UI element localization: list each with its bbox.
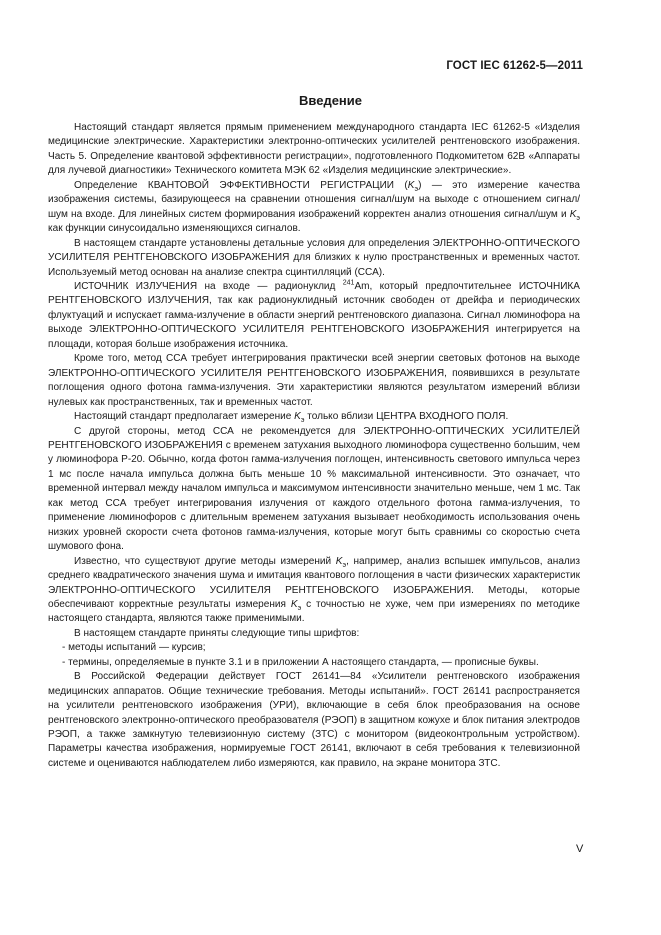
document-code: ГОСТ IEC 61262-5—2011 <box>446 60 583 72</box>
paragraph-9: В настоящем стандарте приняты следующие типы шрифтов: <box>74 627 360 639</box>
paragraph-7: С другой стороны, метод ССА не рекомендуется для ЭЛЕКТРОННО-ОПТИЧЕСКИХ УСИЛИТЕЛЕЙ РЕНТГЕНОВСКОГО ИЗОБРАЖЕНИЯ с временем затухания выходного люминофора существенно большим, чем у люминофора Р-20. Обычно, когда фотон гамма-излучения поглощен, интенсивность светового импульса через 1 мс после начала импульса должна быть меньше 10 % максимальной интенсивности. Это означает, что временной интервал между началом импульса и максимумом интенсивности значительно меньше, чем 1 мс. Так как метод ССА требует интегрирования излучения от каждого отдельного фотона гамма-излучения, то применение люминофоров с длительным временем затухания вызывает необходимость использования очень низких уровней скорости счета фотонов гамма-излучения, которые могут быть сравнимы со скоростью счета шумового фона. <box>48 425 580 553</box>
paragraph-3: В настоящем стандарте установлены детальные условия для определения ЭЛЕКТРОННО-ОПТИЧЕСКОГО УСИЛИТЕЛЯ РЕНТГЕНОВСКОГО ИЗОБРАЖЕНИЯ для близких к нулю пространственных и временных частот. Используемый метод основан на анализе спектра сцинтилляций (ССА). <box>48 237 580 278</box>
dqe-symbol: K <box>407 179 415 191</box>
section-title: Введение <box>299 93 362 108</box>
list-item: - методы испытаний — курсив; <box>62 642 206 654</box>
paragraph-8: Известно, что существуют другие методы измерений $K_э$, например, анализ вспышек импульсов, анализ среднего квадратического значения шума и имитация квантового поглощения в части физических характеристик ЭЛЕКТРОННО-ОПТИЧЕСКОГО УСИЛИТЕЛЯ РЕНТГЕНОВСКОГО ИЗОБРАЖЕНИЯ. Методы, которые обеспечивают корректные результаты измерения $K_э$ с точностью не хуже, чем при измерениях по методике настоящего стандарта, являются также применимыми. <box>48 555 580 625</box>
page-number: V <box>576 843 584 855</box>
paragraph-1: Настоящий стандарт является прямым применением международного стандарта IEC 61262-5 «Изделия медицинские электрические. Характеристики электронно-оптических усилителей рентгеновского изображения. Часть 5. Определение квантовой эффективности регистрации», подготовленного Подкомитетом 62В «Аппараты для лучевой диагностики» Технического комитета МЭК 62 «Изделия медицинские электрические». <box>48 122 580 177</box>
paragraph-6: Настоящий стандарт предполагает измерение $K_э$ только вблизи ЦЕНТРА ВХОДНОГО ПОЛЯ. <box>74 411 509 425</box>
paragraph-4: ИСТОЧНИК ИЗЛУЧЕНИЯ на входе — радионуклид $^{241}$Am, который предпочтительнее ИСТОЧНИКА РЕНТГЕНОВСКОГО ИЗЛУЧЕНИЯ, так как радионуклидный источник свободен от дрейфа и периодических флуктуаций и испускает гамма-излучение в области энергий рентгеновского диапазона. Сигнал люминофора на выходе ЭЛЕКТРОННО-ОПТИЧЕСКОГО УСИЛИТЕЛЯ РЕНТГЕНОВСКОГО ИЗОБРАЖЕНИЯ интегрируется на площади, которая больше изображения источника. <box>48 279 580 350</box>
body-text <box>48 121 580 771</box>
paragraph-5: Кроме того, метод ССА требует интегрирования практически всей энергии световых фотонов на выходе ЭЛЕКТРОННО-ОПТИЧЕСКОГО УСИЛИТЕЛЯ РЕНТГЕНОВСКОГО ИЗОБРАЖЕНИЯ, появившихся в результате поглощения одного фотона гамма-излучения. Эти характеристики являются результатом измерений вблизи нулевых как пространственных, так и временных частот. <box>48 353 580 408</box>
paragraph-2: Определение КВАНТОВОЙ ЭФФЕКТИВНОСТИ РЕГИСТРАЦИИ $(K_э)$ — это измерение качества изображения системы, базирующееся на сравнении отношения сигнал/шум на выходе с отношением сигнал/шум на входе. Для линейных систем формирования изображений корректен анализ отношения сигнал/шум и $K_э$ как функции синусоидально изменяющихся сигналов. <box>48 179 580 235</box>
paragraph-10: В Российской Федерации действует ГОСТ 26141—84 «Усилители рентгеновского изображения медицинских аппаратов. Общие технические требования. Методы испытаний». ГОСТ 26141 распространяется на усилители рентгеновского изображения (УРИ), включающие в себя блок преобразования на основе рентгеновского электронно-оптического преобразователя (РЭОП) в защитном кожухе и блок питания электродов РЭОП, а также замкнутую телевизионную систему (ЗТС) с монитором (видеоконтрольным устройством). Параметры качества изображения, нормируемые ГОСТ 26141, включают в себя требования к телевизионной системе и оцениваются наблюдателем либо измеряются, как правило, на экране монитора ЗТС. <box>48 671 580 769</box>
list-item: - термины, определяемые в пункте 3.1 и в приложении А настоящего стандарта, — прописные буквы. <box>62 656 539 668</box>
